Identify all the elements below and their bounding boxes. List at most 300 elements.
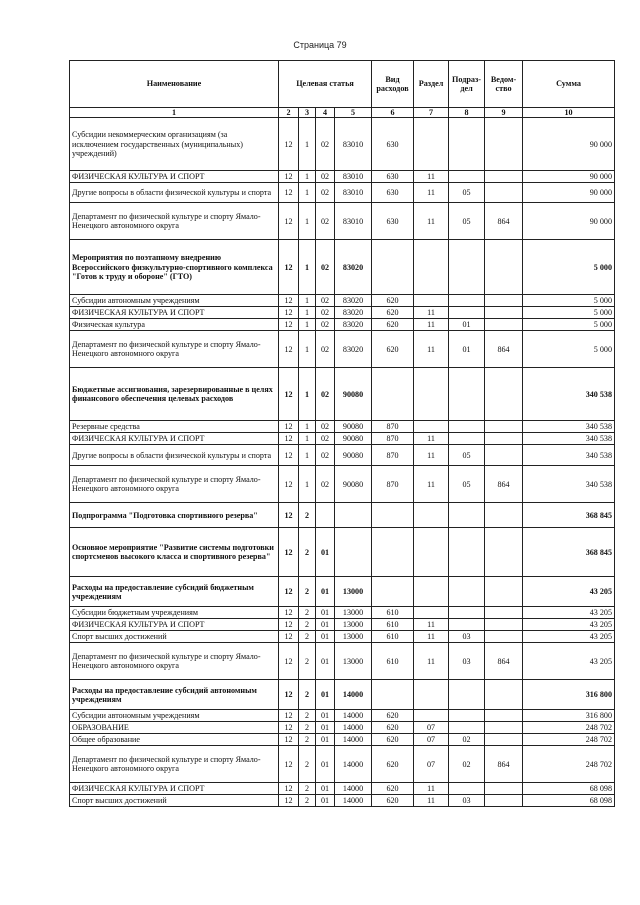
row-sum: 5 000 (523, 295, 615, 307)
target-code-activity: 02 (316, 240, 335, 295)
target-code-activity: 01 (316, 795, 335, 807)
target-code-direction: 90080 (335, 368, 372, 421)
row-sum: 90 000 (523, 203, 615, 240)
department-code (485, 183, 523, 203)
target-code-activity: 01 (316, 722, 335, 734)
target-code-activity: 02 (316, 203, 335, 240)
expense-type-code: 870 (372, 445, 414, 466)
target-code-activity: 02 (316, 171, 335, 183)
table-row (70, 746, 615, 783)
row-sum: 368 845 (523, 528, 615, 577)
department-code (485, 240, 523, 295)
target-code-direction: 14000 (335, 734, 372, 746)
column-number: 1 (70, 108, 279, 118)
expense-type-code: 620 (372, 783, 414, 795)
target-code-subprogram: 1 (299, 319, 316, 331)
column-number: 8 (449, 108, 485, 118)
column-number-row (70, 108, 615, 118)
section-code: 11 (414, 433, 449, 445)
target-code-direction: 83010 (335, 171, 372, 183)
row-sum: 5 000 (523, 319, 615, 331)
row-name: Департамент по физической культуре и спорту Ямало-Ненецкого автономного округа (70, 746, 279, 783)
target-code-activity: 01 (316, 643, 335, 680)
section-code (414, 680, 449, 710)
section-code (414, 240, 449, 295)
target-code-subprogram: 1 (299, 307, 316, 319)
target-code-subprogram: 2 (299, 619, 316, 631)
row-sum: 5 000 (523, 331, 615, 368)
target-code-direction (335, 503, 372, 528)
table-header-row (70, 61, 615, 108)
target-code-direction: 13000 (335, 631, 372, 643)
row-name: Субсидии бюджетным учреждениям (70, 607, 279, 619)
target-code-subprogram: 2 (299, 783, 316, 795)
expense-type-code: 870 (372, 466, 414, 503)
table-row (70, 421, 615, 433)
section-code: 11 (414, 203, 449, 240)
row-name: ФИЗИЧЕСКАЯ КУЛЬТУРА И СПОРТ (70, 171, 279, 183)
department-code: 864 (485, 203, 523, 240)
expense-type-code: 620 (372, 795, 414, 807)
row-sum: 43 205 (523, 619, 615, 631)
row-name: Резервные средства (70, 421, 279, 433)
subsection-code (449, 240, 485, 295)
row-sum: 340 538 (523, 368, 615, 421)
target-code-program: 12 (279, 631, 299, 643)
target-code-program: 12 (279, 710, 299, 722)
row-name: Субсидии автономным учреждениям (70, 295, 279, 307)
expense-type-code: 610 (372, 607, 414, 619)
row-name: Подпрограмма "Подготовка спортивного резерва" (70, 503, 279, 528)
row-sum: 43 205 (523, 607, 615, 619)
table-row (70, 319, 615, 331)
row-name: Общее образование (70, 734, 279, 746)
expense-type-code: 620 (372, 746, 414, 783)
subsection-code: 05 (449, 203, 485, 240)
header-section: Раздел (414, 61, 449, 108)
target-code-direction: 14000 (335, 710, 372, 722)
table-row (70, 368, 615, 421)
header-target-article: Целевая статья (279, 61, 372, 108)
row-sum: 68 098 (523, 783, 615, 795)
expense-type-code (372, 368, 414, 421)
row-name: Субсидии некоммерческим организациям (за исключением государственных (муниципальных) учреждений) (70, 118, 279, 171)
department-code (485, 734, 523, 746)
table-row (70, 710, 615, 722)
row-sum: 90 000 (523, 171, 615, 183)
target-code-activity: 02 (316, 445, 335, 466)
target-code-direction (335, 528, 372, 577)
target-code-program: 12 (279, 307, 299, 319)
target-code-activity: 02 (316, 368, 335, 421)
row-name: ФИЗИЧЕСКАЯ КУЛЬТУРА И СПОРТ (70, 307, 279, 319)
row-name: Мероприятия по поэтапному внедрению Всероссийского физкультурно-спортивного комплекса "Готов к труду и обороне" (ГТО) (70, 240, 279, 295)
department-code (485, 307, 523, 319)
target-code-subprogram: 2 (299, 722, 316, 734)
expense-type-code: 620 (372, 307, 414, 319)
section-code: 11 (414, 619, 449, 631)
subsection-code (449, 295, 485, 307)
row-sum: 90 000 (523, 118, 615, 171)
target-code-activity (316, 503, 335, 528)
target-code-activity: 01 (316, 710, 335, 722)
expense-type-code: 620 (372, 734, 414, 746)
table-row (70, 203, 615, 240)
section-code (414, 295, 449, 307)
section-code: 11 (414, 466, 449, 503)
table-row (70, 307, 615, 319)
table-row (70, 466, 615, 503)
row-sum: 368 845 (523, 503, 615, 528)
department-code (485, 631, 523, 643)
row-sum: 340 538 (523, 466, 615, 503)
target-code-program: 12 (279, 607, 299, 619)
target-code-direction: 14000 (335, 783, 372, 795)
target-code-program: 12 (279, 722, 299, 734)
target-code-subprogram: 2 (299, 734, 316, 746)
subsection-code: 05 (449, 183, 485, 203)
target-code-direction: 14000 (335, 795, 372, 807)
row-name: Основное мероприятие "Развитие системы подготовки спортсменов высокого класса и спортивного резерва" (70, 528, 279, 577)
subsection-code (449, 118, 485, 171)
target-code-direction: 90080 (335, 445, 372, 466)
target-code-activity: 02 (316, 319, 335, 331)
section-code (414, 528, 449, 577)
target-code-activity: 02 (316, 307, 335, 319)
subsection-code: 02 (449, 734, 485, 746)
column-number: 2 (279, 108, 299, 118)
section-code: 11 (414, 445, 449, 466)
subsection-code (449, 307, 485, 319)
subsection-code: 03 (449, 643, 485, 680)
target-code-subprogram: 1 (299, 203, 316, 240)
header-name: Наименование (70, 61, 279, 108)
subsection-code (449, 577, 485, 607)
target-code-activity: 02 (316, 466, 335, 503)
expense-type-code: 620 (372, 331, 414, 368)
expense-type-code: 630 (372, 118, 414, 171)
subsection-code (449, 171, 485, 183)
row-name: Бюджетные ассигнования, зарезервированные в целях финансового обеспечения целевых расходов (70, 368, 279, 421)
subsection-code (449, 607, 485, 619)
expense-type-code (372, 503, 414, 528)
expense-type-code: 630 (372, 183, 414, 203)
row-name: Другие вопросы в области физической культуры и спорта (70, 445, 279, 466)
target-code-direction: 14000 (335, 680, 372, 710)
expense-type-code: 870 (372, 433, 414, 445)
column-number: 3 (299, 108, 316, 118)
target-code-subprogram: 2 (299, 746, 316, 783)
row-sum: 316 800 (523, 710, 615, 722)
target-code-activity: 01 (316, 577, 335, 607)
row-sum: 5 000 (523, 307, 615, 319)
row-sum: 316 800 (523, 680, 615, 710)
subsection-code (449, 528, 485, 577)
target-code-program: 12 (279, 295, 299, 307)
table-row (70, 240, 615, 295)
target-code-activity: 02 (316, 421, 335, 433)
department-code (485, 503, 523, 528)
expense-type-code: 620 (372, 722, 414, 734)
target-code-subprogram: 2 (299, 710, 316, 722)
target-code-program: 12 (279, 240, 299, 295)
section-code: 11 (414, 783, 449, 795)
table-row (70, 607, 615, 619)
target-code-program: 12 (279, 466, 299, 503)
target-code-direction: 14000 (335, 746, 372, 783)
target-code-program: 12 (279, 528, 299, 577)
row-sum: 248 702 (523, 722, 615, 734)
expense-type-code (372, 528, 414, 577)
target-code-subprogram: 2 (299, 643, 316, 680)
table-row (70, 722, 615, 734)
target-code-activity: 02 (316, 331, 335, 368)
target-code-program: 12 (279, 118, 299, 171)
row-name: Департамент по физической культуре и спорту Ямало-Ненецкого автономного округа (70, 466, 279, 503)
department-code (485, 433, 523, 445)
subsection-code (449, 783, 485, 795)
row-sum: 340 538 (523, 445, 615, 466)
target-code-direction: 90080 (335, 466, 372, 503)
target-code-program: 12 (279, 734, 299, 746)
department-code (485, 528, 523, 577)
section-code (414, 503, 449, 528)
row-name: ФИЗИЧЕСКАЯ КУЛЬТУРА И СПОРТ (70, 433, 279, 445)
table-row (70, 619, 615, 631)
target-code-activity: 01 (316, 746, 335, 783)
target-code-direction: 13000 (335, 619, 372, 631)
target-code-activity: 01 (316, 528, 335, 577)
target-code-program: 12 (279, 746, 299, 783)
target-code-program: 12 (279, 171, 299, 183)
target-code-direction: 83010 (335, 203, 372, 240)
target-code-direction: 83010 (335, 183, 372, 203)
target-code-activity: 02 (316, 295, 335, 307)
table-row (70, 295, 615, 307)
target-code-subprogram: 2 (299, 631, 316, 643)
target-code-subprogram: 1 (299, 445, 316, 466)
target-code-subprogram: 1 (299, 466, 316, 503)
expense-type-code: 610 (372, 643, 414, 680)
target-code-subprogram: 2 (299, 607, 316, 619)
expense-type-code (372, 577, 414, 607)
table-row (70, 577, 615, 607)
table-row (70, 445, 615, 466)
target-code-direction: 13000 (335, 607, 372, 619)
table-row (70, 734, 615, 746)
target-code-program: 12 (279, 643, 299, 680)
row-sum: 68 098 (523, 795, 615, 807)
subsection-code (449, 619, 485, 631)
target-code-program: 12 (279, 680, 299, 710)
column-number: 9 (485, 108, 523, 118)
expense-type-code: 610 (372, 631, 414, 643)
subsection-code: 01 (449, 319, 485, 331)
row-sum: 248 702 (523, 734, 615, 746)
target-code-direction: 90080 (335, 433, 372, 445)
row-name: Субсидии автономным учреждениям (70, 710, 279, 722)
table-row (70, 680, 615, 710)
table-row (70, 171, 615, 183)
target-code-direction: 83020 (335, 331, 372, 368)
section-code: 07 (414, 722, 449, 734)
department-code (485, 607, 523, 619)
column-number: 4 (316, 108, 335, 118)
expense-type-code: 620 (372, 295, 414, 307)
subsection-code: 03 (449, 795, 485, 807)
department-code (485, 445, 523, 466)
target-code-direction: 90080 (335, 421, 372, 433)
section-code (414, 710, 449, 722)
target-code-activity: 01 (316, 734, 335, 746)
section-code (414, 607, 449, 619)
target-code-direction: 83020 (335, 307, 372, 319)
row-name: Департамент по физической культуре и спорту Ямало-Ненецкого автономного округа (70, 643, 279, 680)
section-code: 07 (414, 734, 449, 746)
target-code-program: 12 (279, 503, 299, 528)
section-code: 11 (414, 795, 449, 807)
target-code-activity: 02 (316, 183, 335, 203)
target-code-subprogram: 2 (299, 528, 316, 577)
department-code (485, 171, 523, 183)
target-code-program: 12 (279, 183, 299, 203)
page-number: Страница 79 (293, 40, 347, 50)
row-name: Департамент по физической культуре и спорту Ямало-Ненецкого автономного округа (70, 331, 279, 368)
subsection-code (449, 710, 485, 722)
target-code-program: 12 (279, 619, 299, 631)
table-row (70, 183, 615, 203)
subsection-code: 02 (449, 746, 485, 783)
target-code-activity: 02 (316, 433, 335, 445)
table-row (70, 331, 615, 368)
table-row (70, 528, 615, 577)
department-code (485, 619, 523, 631)
table-row (70, 631, 615, 643)
row-sum: 90 000 (523, 183, 615, 203)
department-code: 864 (485, 466, 523, 503)
header-sum: Сумма (523, 61, 615, 108)
section-code (414, 577, 449, 607)
expense-type-code (372, 680, 414, 710)
section-code (414, 118, 449, 171)
column-number: 7 (414, 108, 449, 118)
column-number: 5 (335, 108, 372, 118)
target-code-activity: 02 (316, 118, 335, 171)
target-code-program: 12 (279, 795, 299, 807)
target-code-subprogram: 2 (299, 680, 316, 710)
section-code: 11 (414, 171, 449, 183)
row-sum: 340 538 (523, 433, 615, 445)
target-code-subprogram: 1 (299, 171, 316, 183)
table-row (70, 118, 615, 171)
target-code-activity: 01 (316, 680, 335, 710)
row-sum: 43 205 (523, 631, 615, 643)
table-row (70, 503, 615, 528)
expense-type-code: 620 (372, 710, 414, 722)
target-code-program: 12 (279, 445, 299, 466)
section-code: 11 (414, 307, 449, 319)
expense-type-code: 630 (372, 171, 414, 183)
section-code: 11 (414, 331, 449, 368)
section-code: 11 (414, 319, 449, 331)
subsection-code (449, 421, 485, 433)
target-code-direction: 83020 (335, 319, 372, 331)
subsection-code (449, 722, 485, 734)
target-code-subprogram: 1 (299, 331, 316, 368)
section-code (414, 421, 449, 433)
row-sum: 340 538 (523, 421, 615, 433)
target-code-subprogram: 1 (299, 368, 316, 421)
row-name: Расходы на предоставление субсидий бюджетным учреждениям (70, 577, 279, 607)
department-code (485, 118, 523, 171)
header-subsection: Подраз- дел (449, 61, 485, 108)
department-code: 864 (485, 643, 523, 680)
target-code-activity: 01 (316, 619, 335, 631)
department-code (485, 710, 523, 722)
table-row (70, 795, 615, 807)
target-code-subprogram: 1 (299, 240, 316, 295)
target-code-direction: 14000 (335, 722, 372, 734)
row-name: Департамент по физической культуре и спорту Ямало-Ненецкого автономного округа (70, 203, 279, 240)
table-row (70, 643, 615, 680)
department-code (485, 680, 523, 710)
target-code-direction: 13000 (335, 577, 372, 607)
budget-table (69, 60, 615, 807)
target-code-subprogram: 2 (299, 503, 316, 528)
target-code-direction: 13000 (335, 643, 372, 680)
target-code-activity: 01 (316, 783, 335, 795)
target-code-activity: 01 (316, 631, 335, 643)
subsection-code: 03 (449, 631, 485, 643)
row-sum: 43 205 (523, 577, 615, 607)
expense-type-code (372, 240, 414, 295)
row-name: Другие вопросы в области физической культуры и спорта (70, 183, 279, 203)
column-number: 10 (523, 108, 615, 118)
department-code: 864 (485, 331, 523, 368)
header-department: Ведом- ство (485, 61, 523, 108)
target-code-subprogram: 1 (299, 118, 316, 171)
target-code-program: 12 (279, 203, 299, 240)
target-code-program: 12 (279, 783, 299, 795)
subsection-code (449, 503, 485, 528)
target-code-program: 12 (279, 421, 299, 433)
section-code: 11 (414, 631, 449, 643)
section-code: 11 (414, 643, 449, 680)
department-code (485, 577, 523, 607)
target-code-subprogram: 1 (299, 433, 316, 445)
header-expense-type: Вид расходов (372, 61, 414, 108)
target-code-subprogram: 1 (299, 183, 316, 203)
target-code-direction: 83020 (335, 295, 372, 307)
target-code-program: 12 (279, 368, 299, 421)
department-code (485, 421, 523, 433)
table-row (70, 783, 615, 795)
target-code-subprogram: 1 (299, 295, 316, 307)
row-name: Спорт высших достижений (70, 631, 279, 643)
section-code: 11 (414, 183, 449, 203)
department-code (485, 795, 523, 807)
subsection-code (449, 368, 485, 421)
row-name: ОБРАЗОВАНИЕ (70, 722, 279, 734)
target-code-program: 12 (279, 433, 299, 445)
expense-type-code: 630 (372, 203, 414, 240)
department-code (485, 319, 523, 331)
section-code: 07 (414, 746, 449, 783)
target-code-direction: 83010 (335, 118, 372, 171)
expense-type-code: 620 (372, 319, 414, 331)
expense-type-code: 610 (372, 619, 414, 631)
section-code (414, 368, 449, 421)
